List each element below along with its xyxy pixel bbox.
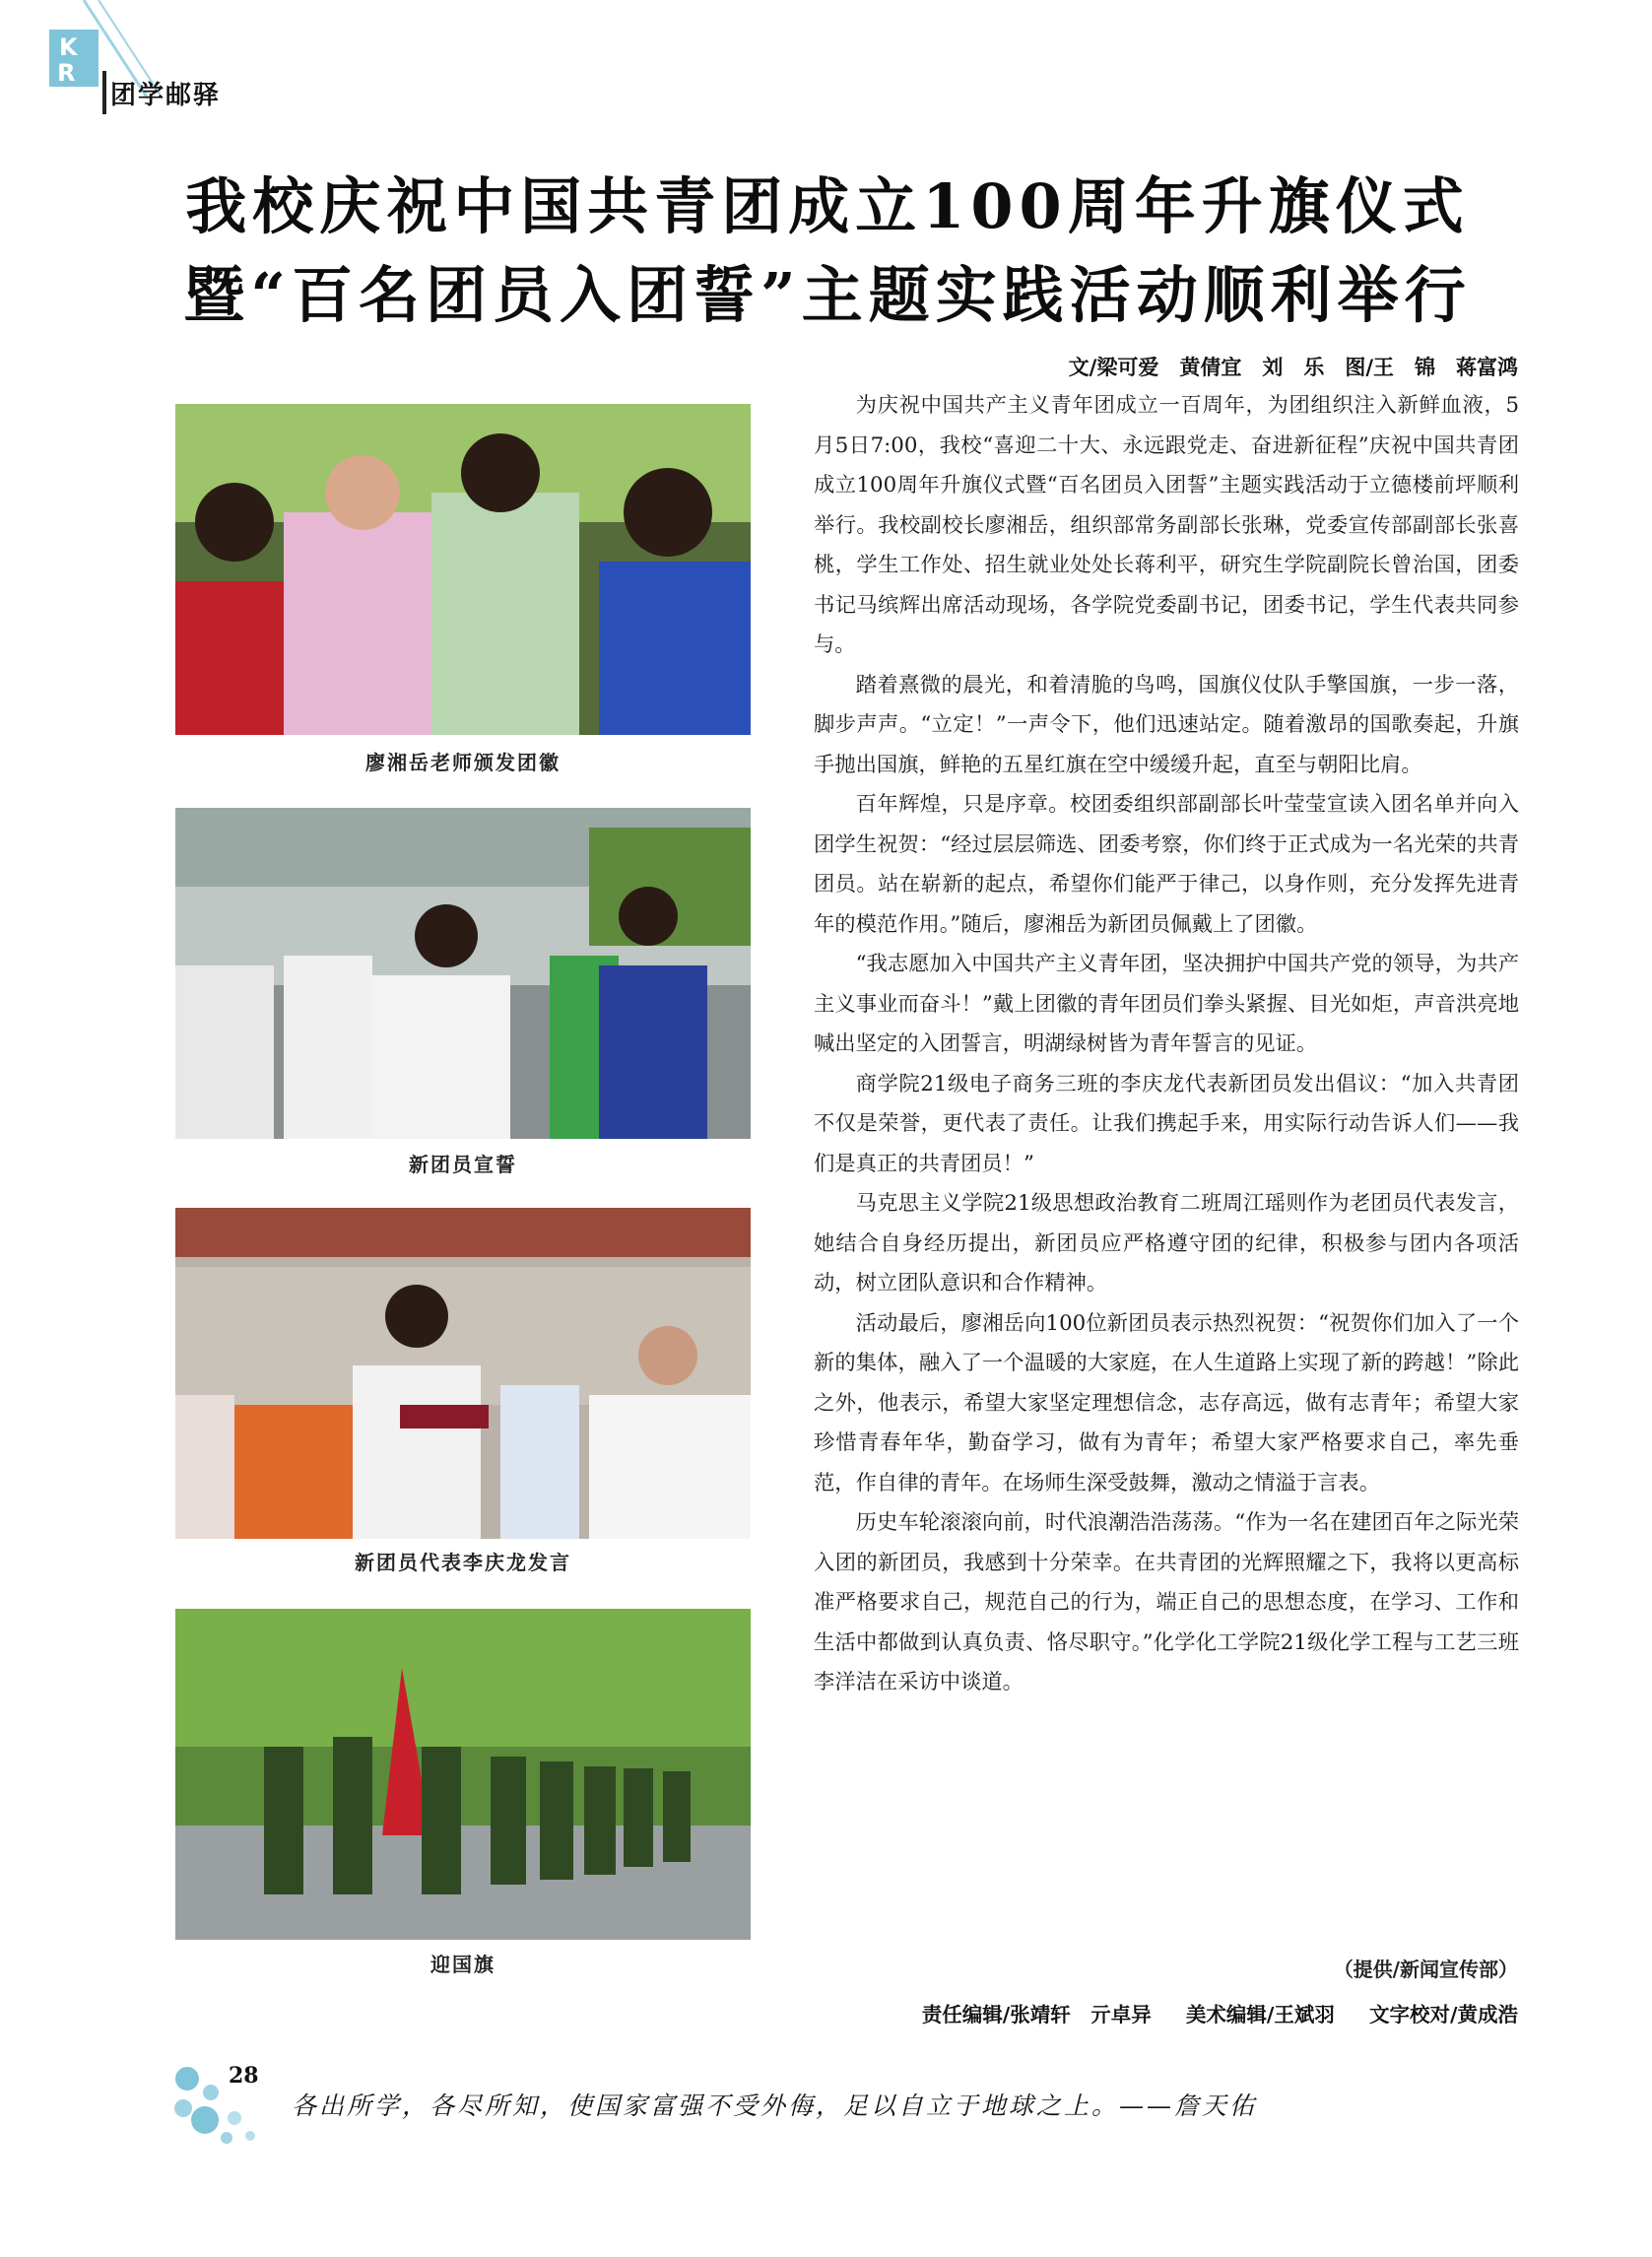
- article-paragraph: 活动最后，廖湘岳向100位新团员表示热烈祝贺：“祝贺你们加入了一个新的集体，融入了一个温暖的大家庭，在人生道路上实现了新的跨越！”除此之外，他表示，希望大家坚定理想信念，志存高远，做有志青年；希望大家珍惜青春年华，勤奋学习，做有为青年；希望大家严格要求自己，率先垂范，作自律的青年。在场师生深受鼓舞，激动之情溢于言表。: [814, 1310, 1519, 1495]
- article-paragraph: 百年辉煌，只是序章。校团委组织部副部长叶莹莹宣读入团名单并向入团学生祝贺：“经过层层筛选、团委考察，你们终于正式成为一名光荣的共青团员。站在崭新的起点，希望你们能严于律己，以身作则，充分发挥先进青年的模范作用。”随后，廖湘岳为新团员佩戴上了团徽。: [814, 792, 1519, 937]
- article-paragraph: 踏着熹微的晨光，和着清脆的鸟鸣，国旗仪仗队手擎国旗，一步一落，脚步声声。“立定！”一声令下，他们迅速站定。随着激昂的国歌奏起，升旗手抛出国旗，鲜艳的五星红旗在空中缓缓升起，直至与朝阳比肩。: [814, 672, 1519, 777]
- credit-art-editor: 美术编辑/王斌羽: [1185, 2003, 1335, 2026]
- byline: 文/梁可爱 黄倩宜 刘 乐 图/王 锦 蒋富鸿: [1068, 356, 1518, 379]
- article-paragraph: 历史车轮滚滚向前，时代浪潮浩浩荡荡。“作为一名在建团百年之际光荣入团的新团员，我感到十分荣幸。在共青团的光辉照耀之下，我将以更高标准严格要求自己，规范自己的行为，端正自己的思想态度，在学习、工作和生活中都做到认真负责、恪尽职守。”化学化工学院21级化学工程与工艺三班李洋洁在采访中谈道。: [814, 1510, 1519, 1694]
- article-title-line-1: 我校庆祝中国共青团成立100周年升旗仪式: [185, 170, 1470, 242]
- article-paragraph: 为庆祝中国共产主义青年团成立一百周年，为团组织注入新鲜血液，5月5日7:00，我校“喜迎二十大、永远跟党走、奋进新征程”庆祝中国共青团成立100周年升旗仪式暨“百名团员入团誓”主题实践活动于立德楼前坪顺利举行。我校副校长廖湘岳，组织部常务副部长张琳，党委宣传部副部长张喜桃，学生工作处、招生就业处处长蒋利平，研究生学院副院长曾治国，团委书记马缤辉出席活动现场，各学院党委副书记，团委书记，学生代表共同参与。: [814, 393, 1519, 657]
- footer-quote: 各出所学，各尽所知，使国家富强不受外侮，足以自立于地球之上。——詹天佑: [292, 2091, 1258, 2120]
- article-paragraph: 马克思主义学院21级思想政治教育二班周江瑶则作为老团员代表发言，她结合自身经历提出，新团员应严格遵守团的纪律，积极参与团内各项活动，树立团队意识和合作精神。: [814, 1191, 1519, 1295]
- photo-caption-3: 新团员代表李庆龙发言: [355, 1551, 571, 1574]
- corner-letter-r: R: [57, 59, 76, 87]
- source-note: （提供/新闻宣传部）: [1333, 1958, 1518, 1981]
- photo-caption-1: 廖湘岳老师颁发团徽: [365, 751, 561, 774]
- photo-flag-guard: [175, 1609, 751, 1940]
- credit-proofreader: 文字校对/黄成浩: [1369, 2003, 1518, 2026]
- photo-badge-ceremony: [175, 404, 751, 735]
- credit-editor: 责任编辑/张靖轩 亓卓异: [921, 2003, 1152, 2026]
- article-paragraph: 商学院21级电子商务三班的李庆龙代表新团员发出倡议：“加入共青团不仅是荣誉，更代表了责任。让我们携起手来，用实际行动告诉人们——我们是真正的共青团员！”: [814, 1071, 1519, 1176]
- photo-caption-2: 新团员宣誓: [409, 1153, 517, 1176]
- page-number: 28: [229, 2063, 259, 2089]
- article-paragraph: “我志愿加入中国共产主义青年团，坚决拥护中国共产党的领导，为共产主义事业而奋斗！”戴上团徽的青年团员们拳头紧握、目光如炬，声音洪亮地喊出坚定的入团誓言，明湖绿树皆为青年誓言的见证。: [814, 952, 1519, 1056]
- photo-speech: [175, 1208, 751, 1539]
- section-label: 团学邮驿: [110, 81, 222, 110]
- corner-letter-k: K: [59, 33, 78, 61]
- photo-oath: [175, 808, 751, 1139]
- article-body: [814, 386, 1519, 1703]
- section-divider: [102, 71, 106, 114]
- article-title-line-2: 暨“百名团员入团誓”主题实践活动顺利举行: [183, 259, 1472, 331]
- photo-caption-4: 迎国旗: [430, 1953, 496, 1976]
- editor-credits: [894, 1998, 1518, 2027]
